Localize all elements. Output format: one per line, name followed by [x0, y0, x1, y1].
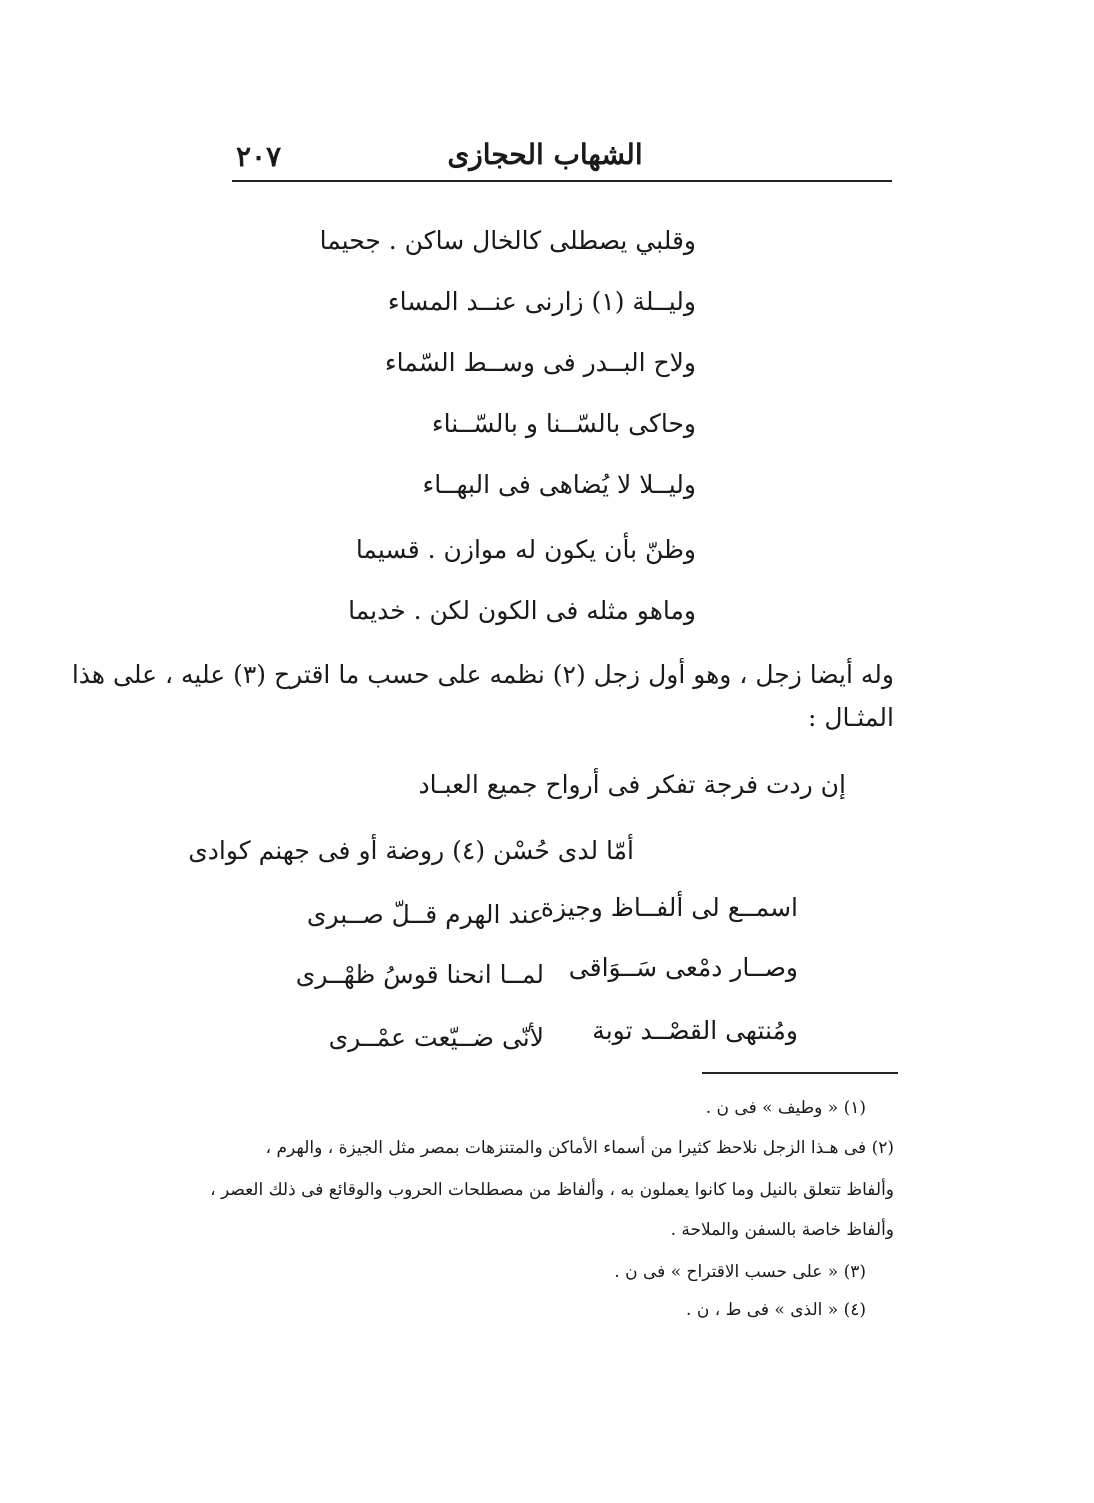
poem-line: وليــلة (١) زارنى عنــد المساء: [387, 287, 696, 316]
prose-line: المثـال :: [807, 703, 894, 732]
couplet-left-hemistich: عند الهرم قــلّ صــبرى: [306, 900, 544, 929]
poem-line: ولاح البــدر فى وســط السّماء: [384, 348, 696, 377]
couplet-left-hemistich: لأنّى ضــيّعت عمْــرى: [328, 1023, 544, 1052]
footnote-1: (١) « وطيف » فى ن .: [705, 1098, 866, 1118]
footnote-2-continued: وألفاظ تتعلق بالنيل وما كانوا يعملون به ، وألفاظ من مصطلحات الحروب والوقائع فى ذلك العصر ،: [210, 1180, 894, 1200]
couplet-right-hemistich: وصــار دمْعى سَــوَاقى: [568, 953, 798, 982]
poem-line: وليــلا لا يُضاهى فى البهــاء: [422, 470, 696, 499]
couplet-left-hemistich: لمــا انحنا قوسُ ظهْــرى: [295, 960, 544, 989]
prose-line: وله أيضا زجل ، وهو أول زجل (٢) نظمه على حسب ما اقترح (٣) عليه ، على هذا: [71, 660, 894, 689]
poem-line: وقلبي يصطلى كالخال ساكن . جحيما: [319, 226, 696, 255]
zajal-line: إن ردت فرجة تفكر فى أرواح جميع العبـاد: [418, 770, 846, 799]
poem-line: وماهو مثله فى الكون لكن . خديما: [348, 596, 696, 625]
zajal-line: أمّا لدى حُسْن (٤) روضة أو فى جهنم كوادى: [188, 836, 634, 865]
footnote-2-continued: وألفاظ خاصة بالسفن والملاحة .: [670, 1220, 894, 1240]
poem-line: وظنّ بأن يكون له موازن . قسيما: [355, 535, 696, 564]
running-header-title: الشهاب الحجازى: [447, 138, 643, 171]
footnote-4: (٤) « الذى » فى ط ، ن .: [686, 1300, 866, 1320]
footnote-rule: [702, 1072, 898, 1074]
footnote-3: (٣) « على حسب الاقتراح » فى ن .: [614, 1262, 866, 1282]
header-rule: [232, 180, 892, 182]
couplet-right-hemistich: اسمــع لى ألفــاظ وجيزة: [540, 893, 798, 922]
footnote-2: (٢) فى هـذا الزجل نلاحظ كثيرا من أسماء الأماكن والمتنزهات بمصر مثل الجيزة ، والهرم ،: [265, 1138, 894, 1158]
page-number: ٢٠٧: [236, 140, 282, 173]
poem-line: وحاكى بالسّــنا و بالسّــناء: [431, 409, 696, 438]
couplet-right-hemistich: ومُنتهى القصْــد توبة: [592, 1016, 798, 1045]
